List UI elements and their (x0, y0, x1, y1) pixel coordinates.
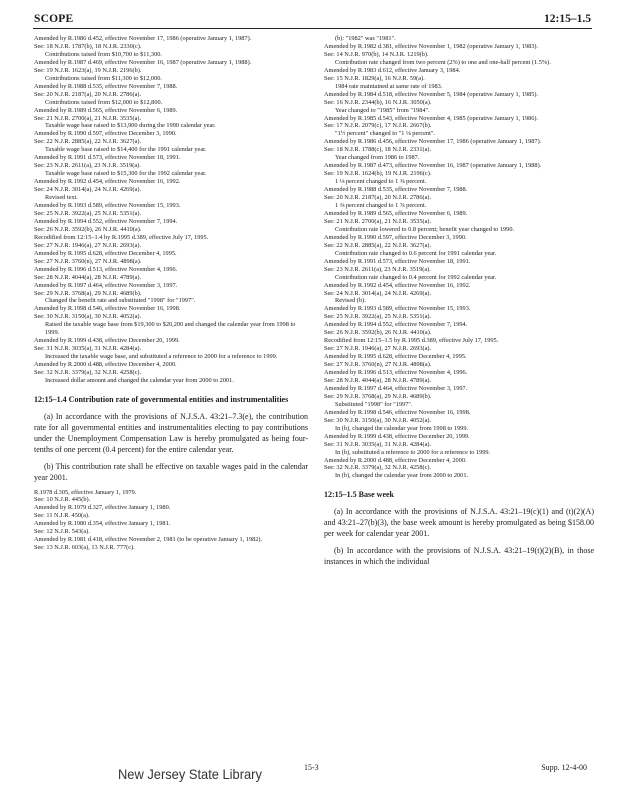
history-line: Amended by R.1986 d.456, effective November 17, 1986 (operative January 1, 1987). (324, 138, 542, 146)
history-line: Amended by R.1986 d.452, effective November 17, 1986 (operative January 1, 1987). (34, 35, 252, 42)
history-line: See: 13 N.J.R. 603(a), 13 N.J.R. 777(c). (34, 544, 135, 552)
history-line: See: 14 N.J.R. 970(b), 14 N.J.R. 1219(b). (324, 50, 429, 58)
running-header-right: 12:15–1.5 (544, 13, 591, 25)
history-line: Amended by R.1992 d.454, effective November 16, 1992. (324, 281, 471, 289)
history-line: Taxable wage base raised to $13,900 during the 1990 calendar year. (45, 122, 216, 130)
history-notes-1-4 (34, 489, 308, 553)
history-line: See: 19 N.J.R. 1624(b), 19 N.J.R. 2196(c). (324, 170, 432, 178)
history-line: See: 20 N.J.R. 2187(a), 20 N.J.R. 2786(a). (324, 194, 432, 202)
history-line: Amended by R.1995 d.628, effective December 4, 1995. (34, 249, 177, 257)
section-1-5-para-a: (a) In accordance with the provisions of N.J.S.A. 43:21–19(c)(1) and (t)(2)(A) and 43:21–27(b)(3), the base week amount is hereby promulgated as being $158.00 per week for calendar year 2001. (324, 506, 594, 538)
history-line: Amended by R.2000 d.488, effective December 4, 2000. (34, 361, 177, 369)
history-line: Amended by R.1997 d.464, effective November 3, 1997. (324, 384, 468, 392)
history-line: See: 27 N.J.R. 3760(n), 27 N.J.R. 4898(a). (324, 361, 432, 369)
section-1-5-para-b: (b) In accordance with the provisions of N.J.S.A. 43:21–19(t)(2)(B), in those instances in which the individual (324, 545, 594, 566)
history-line: Amended by R.1994 d.552, effective November 7, 1994. (324, 321, 468, 329)
history-line: See: 18 N.J.R. 1787(b), 18 N.J.R. 2330(c). (34, 42, 142, 50)
history-line: Amended by R.1990 d.597, effective December 3, 1990. (34, 130, 177, 138)
history-line: Changed the benefit rate and substituted "1998" for "1997". (45, 297, 196, 305)
history-line: See: 27 N.J.R. 3760(n), 27 N.J.R. 4898(a). (34, 257, 142, 265)
history-line: See: 29 N.J.R. 3768(a), 29 N.J.R. 4689(b). (34, 289, 142, 297)
history-line: See: 18 N.J.R. 1788(c), 18 N.J.R. 2331(a). (324, 146, 432, 154)
history-line: Amended by R.1987 d.473, effective November 16, 1987 (operative January 1, 1988). (324, 162, 542, 170)
history-line: See: 23 N.J.R. 2611(a), 23 N.J.R. 3519(a). (324, 265, 431, 273)
history-notes-1-3 (34, 35, 308, 385)
history-line: See: 26 N.J.R. 3592(b), 26 N.J.R. 4410(a). (324, 329, 432, 337)
history-line: "1½ percent" changed to "1 ⅛ percent". (335, 130, 435, 138)
history-line: Taxable wage base raised to $15,300 for the 1992 calendar year. (45, 170, 207, 178)
history-line: 1984 rate maintained at same rate of 1983. (335, 82, 443, 90)
history-line: See: 31 N.J.R. 3035(a), 31 N.J.R. 4284(a). (324, 440, 432, 448)
history-line: See: 32 N.J.R. 3379(a), 32 N.J.R. 4258(c). (324, 464, 432, 472)
history-line: Amended by R.1993 d.589, effective November 15, 1993. (34, 202, 181, 210)
history-line: See: 16 N.J.R. 2344(b), 16 N.J.R. 3050(a). (324, 98, 432, 106)
history-line: Recodified from 12:15–1.4 by R.1995 d.389, effective July 17, 1995. (34, 233, 209, 241)
history-line: See: 20 N.J.R. 2187(a), 20 N.J.R. 2786(a). (34, 90, 142, 98)
history-line: See: 17 N.J.R. 2079(c), 17 N.J.R. 2667(b). (324, 122, 432, 130)
history-line: Contributions raised from $12,000 to $12,800. (45, 98, 163, 106)
supplement-date: Supp. 12-4-00 (541, 763, 587, 772)
history-line: See: 22 N.J.R. 2885(a), 22 N.J.R. 3627(a). (34, 138, 142, 146)
history-line: See: 21 N.J.R. 2700(a), 21 N.J.R. 3535(a). (324, 217, 432, 225)
history-line: Amended by R.1999 d.438, effective December 20, 1999. (34, 337, 180, 345)
history-line: Contributions raised from $11,300 to $12,000. (45, 74, 162, 82)
history-line: See: 29 N.J.R. 3768(a), 29 N.J.R. 4689(b). (324, 392, 432, 400)
history-line: See: 28 N.J.R. 4044(a), 28 N.J.R. 4789(a). (34, 273, 142, 281)
history-line: Amended by R.1993 d.589, effective November 15, 1993. (324, 305, 471, 313)
left-column (34, 35, 308, 552)
section-1-4-para-b: (b) This contribution rate shall be effective on taxable wages paid in the calendar year 2001. (34, 461, 308, 482)
header-rule (33, 28, 592, 29)
history-line: Increased the taxable wage base, and substituted a reference to 2000 for a reference to 1999. (45, 353, 278, 361)
history-line: Amended by R.1988 d.535, effective November 7, 1988. (324, 186, 468, 194)
history-line: Year changed to "1985" from "1984". (335, 106, 430, 114)
history-line: Contribution rate lowered to 0.8 percent; benefit year changed to 1990. (335, 225, 515, 233)
history-line: See: 23 N.J.R. 2611(a), 23 N.J.R. 3519(a). (34, 162, 141, 170)
history-line: See: 30 N.J.R. 3150(a), 30 N.J.R. 4052(a). (34, 313, 142, 321)
history-line: Amended by R.1996 d.513, effective November 4, 1996. (324, 369, 468, 377)
history-line: See: 24 N.J.R. 3014(a), 24 N.J.R. 4269(a). (324, 289, 432, 297)
history-line: In (b), changed the calendar year from 2000 to 2001. (335, 472, 469, 480)
history-notes-1-4-cont (324, 35, 594, 480)
history-line: Amended by R.1996 d.513, effective November 4, 1996. (34, 265, 178, 273)
history-line: Contribution rate changed to 0.6 percent for 1991 calendar year. (335, 249, 497, 257)
section-title-1-4: 12:15–1.4 Contribution rate of governmental entities and instrumentalities (34, 394, 289, 404)
history-line: Contributions raised from $10,700 to $11,300. (45, 50, 162, 58)
history-line: Substituted "1998" for "1997". (335, 400, 413, 408)
history-line: Amended by R.1990 d.597, effective December 3, 1990. (324, 233, 467, 241)
history-line: See: 25 N.J.R. 3922(a), 25 N.J.R. 5351(a). (34, 209, 142, 217)
history-line: See: 27 N.J.R. 1946(a), 27 N.J.R. 2693(a). (34, 241, 142, 249)
history-line: Amended by R.1981 d.418, effective November 2, 1981 (to be operative January 1, 1982). (34, 536, 263, 544)
history-line: Amended by R.1982 d.381, effective November 1, 1982 (operative January 1, 1983). (324, 42, 539, 50)
history-line: Amended by R.1992 d.454, effective November 16, 1992. (34, 178, 181, 186)
history-line: Amended by R.1991 d.573, effective November 18, 1991. (34, 154, 181, 162)
history-line: See: 25 N.J.R. 3922(a), 25 N.J.R. 5351(a). (324, 313, 432, 321)
library-stamp: New Jersey State Library (118, 766, 262, 782)
running-header-left: SCOPE (34, 13, 74, 25)
section-title-1-5: 12:15–1.5 Base week (324, 490, 394, 500)
history-line: Year changed from 1986 to 1987. (335, 154, 420, 162)
history-line: Amended by R.1998 d.546, effective November 16, 1998. (34, 305, 181, 313)
history-line: See: 24 N.J.R. 3014(a), 24 N.J.R. 4269(a). (34, 186, 142, 194)
history-line: Amended by R.1999 d.438, effective December 20, 1999. (324, 432, 470, 440)
history-line: See: 11 N.J.R. 450(a). (34, 512, 90, 520)
history-line: See: 31 N.J.R. 3035(a), 31 N.J.R. 4284(a). (34, 345, 142, 353)
history-line: See: 21 N.J.R. 2700(a), 21 N.J.R. 3535(a). (34, 114, 142, 122)
section-1-4-para-a: (a) In accordance with the provisions of N.J.S.A. 43:21–7.3(e), the contribution rate for all governmental entities and instrumentalities electing to pay contributions under the Unemployment Compensation Law is hereby promulgated as being four-tenths of one percent (0.4 percent) for the entire calendar year. (34, 411, 308, 454)
history-line: See: 32 N.J.R. 3379(a), 32 N.J.R. 4258(c). (34, 369, 142, 377)
history-line: Amended by R.1991 d.573, effective November 18, 1991. (324, 257, 471, 265)
history-line: Amended by R.1987 d.469, effective November 16, 1987 (operative January 1, 1988). (34, 58, 252, 66)
history-line: See: 22 N.J.R. 2885(a), 22 N.J.R. 3627(a). (324, 241, 432, 249)
history-line: Taxable wage base raised to $14,400 for the 1991 calendar year. (45, 146, 207, 154)
history-line: In (b), changed the calendar year from 1998 to 1999. (335, 424, 469, 432)
history-line: See: 15 N.J.R. 1829(a), 16 N.J.R. 59(a). (324, 74, 425, 82)
history-line: Increased dollar amount and changed the calendar year from 2000 to 2001. (45, 376, 234, 384)
history-line: Contribution rate changed to 0.4 percent for 1992 calendar year. (335, 273, 497, 281)
history-line: 1 ⅛ percent changed to 1 ⅜ percent. (335, 178, 427, 186)
history-line: Raised the taxable wage base from $19,300 to $20,200 and changed the calendar year from 1998 to 1999. (45, 321, 296, 337)
history-line: (b): "1982" was "1981". (335, 35, 396, 42)
history-line: Amended by R.1985 d.543, effective November 4, 1985 (operative January 1, 1986). (324, 114, 539, 122)
history-line: Amended by R.1989 d.565, effective November 6, 1989. (34, 106, 178, 114)
history-line: R.1978 d.305, effective January 1, 1979. (34, 488, 137, 496)
history-line: See: 19 N.J.R. 1623(a), 19 N.J.R. 2196(b). (34, 66, 142, 74)
history-line: 1 ⅜ percent changed to 1 ⅞ percent. (335, 202, 427, 210)
history-line: Contribution rate changed from two percent (2%) to one and one-half percent (1.5%). (335, 58, 551, 66)
history-line: See: 28 N.J.R. 4044(a), 28 N.J.R. 4789(a). (324, 376, 432, 384)
history-line: Amended by R.1984 d.518, effective November 5, 1984 (operative January 1, 1985). (324, 90, 539, 98)
history-line: In (b), substituted a reference to 2000 for a reference to 1999. (335, 448, 491, 456)
history-line: Amended by R.1997 d.464, effective November 3, 1997. (34, 281, 178, 289)
history-line: Amended by R.1980 d.354, effective January 1, 1981. (34, 520, 171, 528)
history-line: Revised text. (45, 194, 78, 202)
history-line: Amended by R.1995 d.628, effective December 4, 1995. (324, 353, 467, 361)
history-line: See: 26 N.J.R. 3592(b), 26 N.J.R. 4410(a). (34, 225, 142, 233)
page-number: 15-3 (304, 763, 319, 772)
history-line: Revised (b). (335, 297, 366, 305)
history-line: See: 27 N.J.R. 1946(a), 27 N.J.R. 2693(a). (324, 345, 432, 353)
right-column (324, 35, 594, 567)
history-line: Amended by R.1989 d.565, effective November 6, 1989. (324, 209, 468, 217)
history-line: Amended by R.1988 d.535, effective November 7, 1988. (34, 82, 178, 90)
history-line: Recodified from 12:15–1.5 by R.1995 d.389, effective July 17, 1995. (324, 337, 499, 345)
history-line: Amended by R.2000 d.488, effective December 4, 2000. (324, 456, 467, 464)
history-line: Amended by R.1983 d.612, effective January 3, 1984. (324, 66, 461, 74)
history-line: Amended by R.1979 d.327, effective January 1, 1980. (34, 504, 171, 512)
history-line: Amended by R.1998 d.546, effective November 16, 1998. (324, 408, 471, 416)
history-line: See: 30 N.J.R. 3150(a), 30 N.J.R. 4052(a). (324, 416, 432, 424)
history-line: Amended by R.1994 d.552, effective November 7, 1994. (34, 217, 178, 225)
history-line: See: 12 N.J.R. 543(a). (34, 528, 90, 536)
history-line: See: 10 N.J.R. 445(b). (34, 496, 91, 504)
